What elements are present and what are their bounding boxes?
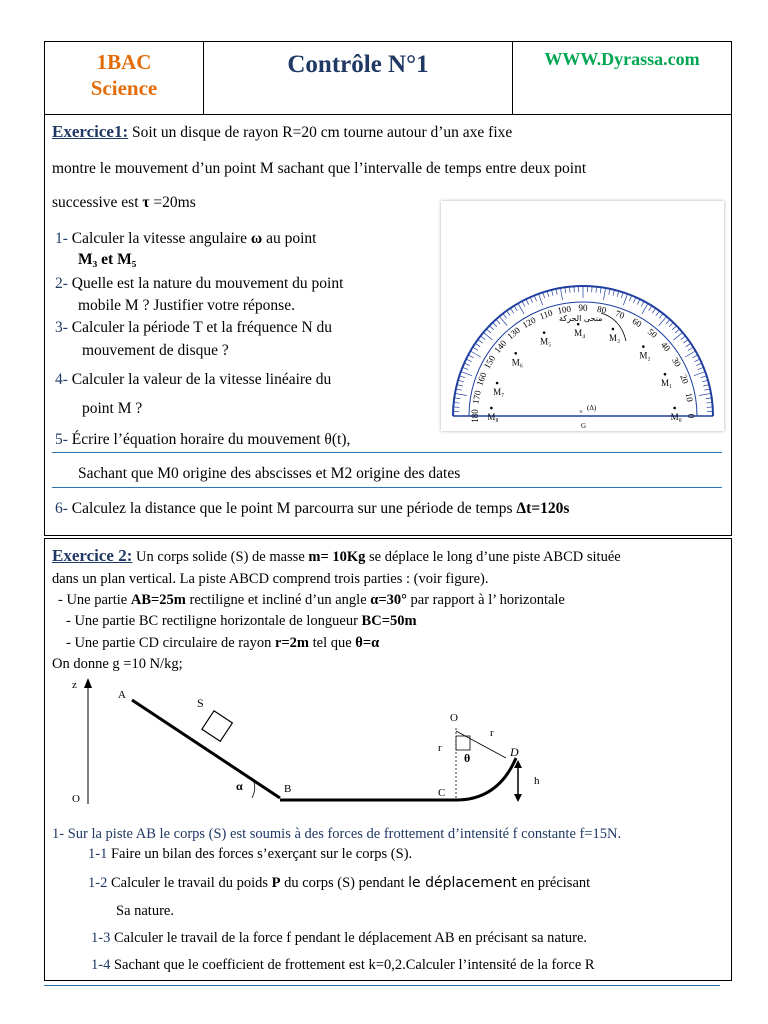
tick [696,363,701,365]
scale-label: 170 [470,389,483,405]
scale-label: 180 [470,409,480,423]
label-A: A [118,689,126,701]
ex2-l1c: se déplace le long d’une piste ABCD située [365,549,621,565]
tick [461,372,472,376]
center-marker: × [579,408,583,416]
q2-line1: Quelle est la nature du mouvement du point [71,275,344,292]
label-r2: r [490,727,494,739]
q4-num: 4- [55,371,68,388]
tau-symbol: τ [142,194,150,211]
q14-text: Sachant que le coefficient de frottement est k=0,2.Calculer l’intensité de la force R [113,957,595,973]
ex2-l1a: Un corps solide (S) de masse [136,549,309,565]
tick [672,326,676,330]
q6-text: Calculez la distance que le point M parcourra sur une période de temps [71,500,517,517]
tick [539,294,543,305]
origin-label: O [72,793,80,805]
ex2-l1b: m= 10Kg [308,549,366,565]
q14-num: 1-4 [91,957,111,973]
tick [637,299,640,304]
tick [621,292,623,298]
scale-label: 90 [578,303,588,313]
tick [496,319,500,323]
tick [641,301,644,306]
motion-point-label: M₄ [574,328,586,339]
tick [681,336,686,340]
tick [514,306,517,311]
tick [478,340,483,344]
tick [642,303,648,313]
q12-num: 1-2 [88,875,108,891]
scale-label: 130 [505,325,522,342]
tick [543,292,545,298]
motion-point [612,328,615,331]
label-C: C [438,787,446,799]
q6-num: 6- [55,500,68,517]
motion-point-label: M₂ [639,350,651,361]
scale-label: 60 [630,315,644,330]
tick [669,322,673,326]
q4-line1: Calculer la valeur de la vitesse linéaire du [71,371,332,388]
z-label: z [72,679,77,691]
tick [526,299,529,304]
ex2-line6: On donne g =10 N/kg; [52,656,183,672]
tick [475,343,480,346]
label-r1: r [438,742,442,754]
q3-line1: Calculer la période T et la fréquence N du [71,319,333,336]
ex1-intro3c: =20ms [149,194,196,211]
tick [704,389,710,390]
q12d: le déplacement [408,875,517,891]
tick [522,301,525,306]
tick [686,343,691,346]
footer-line [44,985,720,986]
ex2-q13 [91,929,587,948]
motion-point-label: M₀ [670,411,682,422]
tick [688,347,693,350]
motion-point [496,382,499,385]
scale-label: 100 [556,303,572,316]
motion-point-label: M₁ [660,378,673,389]
scale-label: 20 [678,373,691,386]
tick [702,380,708,382]
protractor-figure [441,201,724,431]
ex1-q5 [55,430,350,449]
ex2-line2: dans un plan vertical. La piste ABCD comprend trois parties : (voir figure). [52,571,489,587]
ex2-l3d: α=30° [370,592,407,608]
ex1-intro1: Soit un disque de rayon R=20 cm tourne autour d’un axe fixe [132,124,513,141]
q4-line2: point M ? [82,400,143,417]
tick [464,363,469,365]
tick [468,355,473,358]
q5-line1: Écrire l’équation horaire du mouvement θ(t), [71,431,351,448]
axis-label: (Δ) [587,404,597,412]
track-figure [60,676,560,812]
tick [457,385,463,386]
tick [507,311,511,316]
scale-label: 0 [686,413,696,419]
protractor-svg [441,201,724,431]
scale-label: 80 [596,303,608,316]
ex2-l3a: - Une partie [58,592,131,608]
tick [466,359,471,362]
tick [633,297,635,302]
scale-label: 110 [538,307,554,322]
ex2-l5d: θ=α [355,635,380,651]
track-svg [60,676,560,812]
motion-point [514,352,517,355]
label-alpha: α [236,779,243,793]
ex2-l4b: BC=50m [361,613,417,629]
tick [455,393,467,395]
q5-num: 5- [55,431,68,448]
tick [656,311,660,316]
tick [659,314,663,319]
motion-point-label: M₅ [540,336,552,347]
incline-AB [132,700,280,798]
label-h: h [534,775,540,787]
label-S: S [197,696,204,710]
q3-num: 3- [55,319,68,336]
scale-label: 50 [645,326,660,340]
tick [459,376,465,378]
q1-text: Calculer la vitesse angulaire [71,230,251,247]
z-arrow [84,678,92,688]
scale-label: 120 [520,314,538,331]
tick [694,359,699,362]
tick [685,351,695,357]
q13-num: 1-3 [91,930,111,946]
ex1-q6 [55,499,569,518]
scale-label: 150 [481,353,498,371]
ex2-l5c: tel que [308,635,356,651]
motion-point [673,407,676,410]
q3-line2: mouvement de disque ? [82,342,229,359]
scale-label: 10 [683,391,696,403]
tick [458,380,464,382]
motion-point [543,331,546,334]
label-theta: θ [464,751,471,765]
q12a: Calculer le travail du poids [110,875,272,891]
q1-num: 1- [55,230,68,247]
ex1-q2 [55,274,343,293]
ex2-l5a: - Une partie CD circulaire de rayon [66,635,275,651]
angle-arc [252,780,255,798]
q12e: en précisant [516,875,591,891]
q1-tail: au point [262,230,317,247]
ex2-l3e: par rapport à l’ horizontale [406,592,565,608]
ex2-line1 [52,546,621,567]
motion-point [664,373,667,376]
tick [560,288,562,300]
tick [699,393,711,395]
tick [530,297,532,302]
tick [652,308,655,313]
tick [694,372,705,376]
tick [556,289,557,295]
scale-label: 160 [474,371,489,388]
q12b: P [271,875,281,891]
q6-bold: Δt=120s [516,500,570,517]
tick [698,367,704,369]
q11-text: Faire un bilan des forces s’exerçant sur le corps (S). [110,846,413,862]
tick [473,347,478,350]
label-O: O [450,712,458,724]
label-B: B [284,783,292,795]
direction-label: منحى الحركة [559,314,603,323]
ex2-l3b: AB=25m [130,592,186,608]
q12-line2: Sa nature. [116,903,174,919]
omega-symbol: ω [250,230,263,247]
q13-text: Calculer le travail de la force f pendant le déplacement AB en précisant sa nature. [113,930,588,946]
tick [489,326,493,330]
q1-line2: M₃ et M₅ [78,251,137,268]
level-line1: 1BAC [96,50,152,74]
ex1-q4 [55,370,331,389]
axis-sub-label: G [581,422,587,430]
scale-label: 30 [669,355,684,369]
motion-point-label: M₈ [487,411,499,422]
tick [666,319,670,323]
motion-point [490,407,493,410]
ex2-line3 [58,591,565,610]
ex2-q14 [91,956,595,975]
ex2-q1: 1- Sur la piste AB le corps (S) est soumis à des forces de frottement d’intensité f constante f=15N. [52,826,622,842]
ex2-q11 [88,845,412,864]
tick [510,308,513,313]
tick [701,376,707,378]
ex1-intro-line1 [52,122,512,142]
tick [534,295,536,301]
ex2-line4 [66,612,417,631]
motion-point [642,345,645,348]
tick [547,291,549,297]
scale-label: 70 [613,308,626,321]
tick [629,295,631,301]
tick [493,322,497,326]
motion-point-label: M₇ [493,387,505,398]
q2-num: 2- [55,275,68,292]
solid-block [202,711,232,741]
tick [613,290,614,296]
tick [503,314,507,319]
motion-point-label: M₃ [608,333,621,344]
ex2-q12 [88,874,590,893]
tick [692,355,697,358]
page-title: Contrôle N°1 [203,41,513,115]
site-link[interactable]: WWW.Dyrassa.com [512,41,732,115]
q5-line2: Sachant que M0 origine des abscisses et M2 origine des dates [78,465,461,482]
q2-line2: mobile M ? Justifier votre réponse. [78,297,295,314]
tick [456,389,462,390]
tick [683,340,688,344]
ex1-title: Exercice1: [52,122,129,141]
tick [617,291,619,297]
level-line2: Science [90,76,158,100]
tick [603,288,605,300]
ex1-intro3a: successive est [52,194,143,211]
divider [52,452,722,453]
tick [703,385,709,386]
tick [518,303,524,313]
ex2-l5b: r=2m [274,635,309,651]
motion-point-label: M₆ [511,357,523,368]
tick [462,367,468,369]
ex1-intro2: montre le mouvement d’un point M sachant que l’intervalle de temps entre deux point [52,160,587,177]
divider [52,487,722,488]
ex2-line5 [66,634,379,653]
tick [649,306,652,311]
label-D: D [510,745,519,759]
ex1-q3 [55,318,332,337]
ex2-l4a: - Une partie BC rectiligne horizontale de longueur [66,613,362,629]
q11-num: 1-1 [88,846,108,862]
ex2-title: Exercice 2: [52,546,133,565]
q12c: du corps (S) pendant [280,875,409,891]
tick [552,290,553,296]
right-angle [456,736,470,750]
tick [481,336,486,340]
ex1-intro-line3 [52,193,196,212]
tick [470,351,480,357]
ex2-l3c: rectiligne et incliné d’un angle [185,592,371,608]
motion-point [577,323,580,326]
tick [623,294,627,305]
scale-label: 140 [492,338,509,355]
height-arrow-bottom [514,794,522,802]
tick [609,289,610,295]
tick [486,329,490,333]
tick [675,329,679,333]
level-cell [44,41,204,115]
scale-label: 40 [659,339,673,354]
ex1-q1 [55,229,316,248]
